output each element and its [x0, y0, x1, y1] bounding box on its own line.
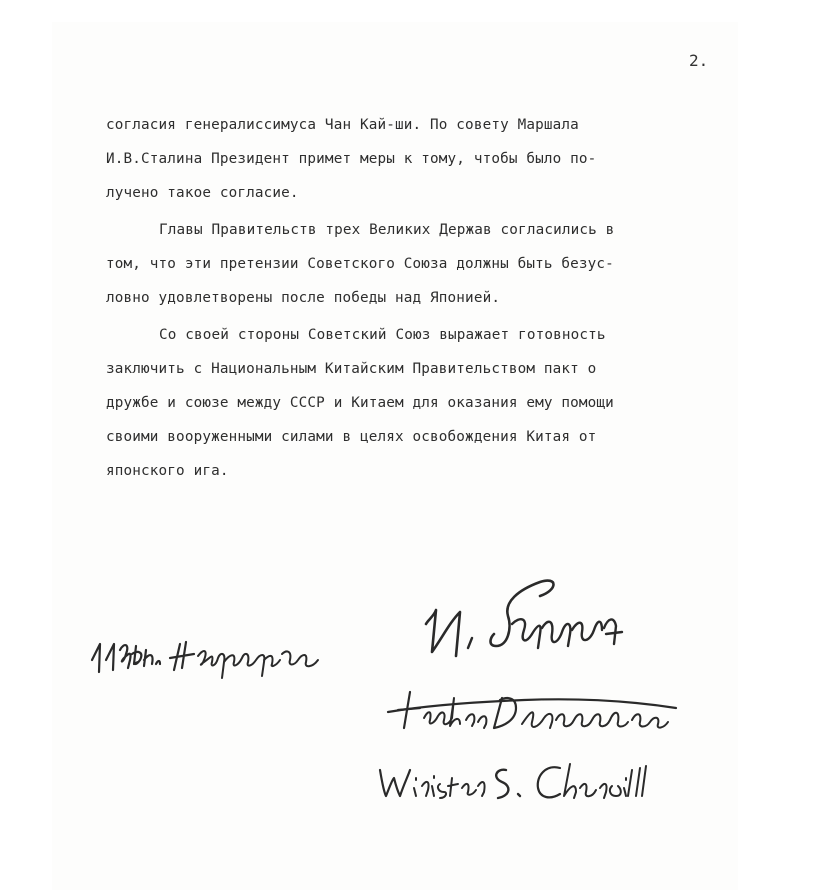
signature-churchill — [374, 752, 674, 812]
text-line: согласия генералиссимуса Чан Кай-ши. По совету Маршала — [106, 117, 579, 133]
text-line: Со своей стороны Советский Союз выражает готовность — [159, 327, 606, 343]
text-line: заключить с Национальным Китайским Правительством пакт о — [106, 361, 597, 377]
signature-stalin-drawing — [408, 572, 638, 672]
text-line: лучено такое согласие. — [106, 185, 299, 201]
page-number: 2. — [689, 51, 709, 70]
text-line: японского ига. — [106, 463, 229, 479]
signature-stalin — [408, 572, 638, 672]
text-line: том, что эти претензии Советского Союза должны быть безус- — [106, 256, 614, 272]
text-line: своими вооруженными силами в целях освобождения Китая от — [106, 429, 597, 445]
signature-roosevelt — [384, 684, 684, 740]
text-line: И.В.Сталина Президент примет меры к тому, чтобы было по- — [106, 151, 597, 167]
handwritten-date-drawing — [86, 620, 336, 680]
signature-roosevelt-drawing — [384, 684, 684, 740]
signature-churchill-drawing — [374, 752, 674, 812]
handwritten-date — [86, 620, 336, 680]
text-line: дружбе и союзе между СССР и Китаем для оказания ему помощи — [106, 395, 614, 411]
text-line: Главы Правительств трех Великих Держав согласились в — [159, 222, 615, 238]
text-line: ловно удовлетворены после победы над Японией. — [106, 290, 501, 306]
document-body — [106, 108, 726, 488]
